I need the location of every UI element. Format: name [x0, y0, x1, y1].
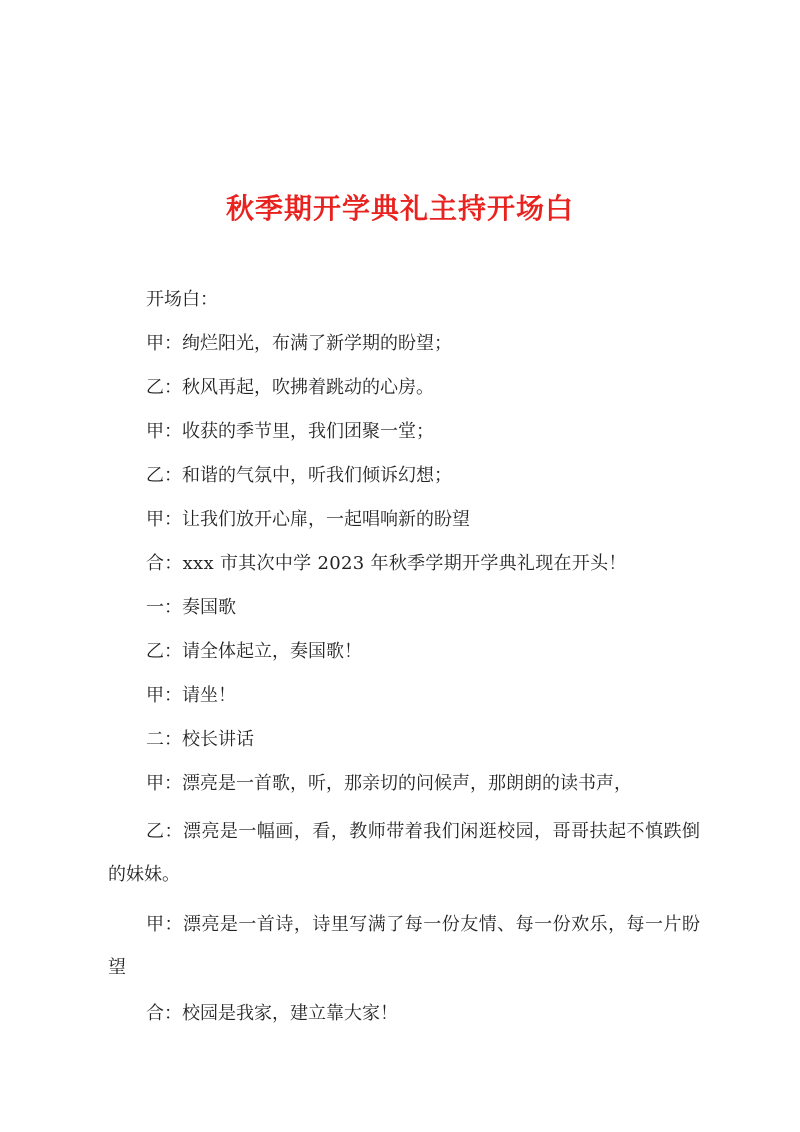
paragraph: 乙：漂亮是一幅画，看，教师带着我们闲逛校园，哥哥扶起不慎跌倒的妹妹。	[108, 821, 700, 885]
paragraph: 甲：收获的季节里，我们团聚一堂；	[146, 421, 434, 442]
paragraph: 乙：请全体起立，奏国歌！	[146, 641, 362, 662]
document-body	[108, 282, 700, 1040]
paragraph: 合：xxx 市其次中学 2023 年秋季学期开学典礼现在开头！	[146, 553, 627, 574]
paragraph: 甲：让我们放开心扉，一起唱响新的盼望	[146, 509, 470, 530]
paragraph: 乙：和谐的气氛中，听我们倾诉幻想；	[146, 465, 452, 486]
paragraph: 甲：绚烂阳光，布满了新学期的盼望；	[146, 333, 452, 354]
paragraph: 乙：秋风再起，吹拂着跳动的心房。	[146, 377, 434, 398]
paragraph: 合：校园是我家，建立靠大家！	[146, 1003, 398, 1024]
paragraph: 甲：请坐！	[146, 685, 236, 706]
paragraph: 甲：漂亮是一首诗，诗里写满了每一份友情、每一份欢乐，每一片盼望	[108, 914, 700, 978]
document-title: 秋季期开学典礼主持开场白	[225, 191, 574, 225]
paragraph: 甲：漂亮是一首歌，听，那亲切的问候声，那朗朗的读书声，	[146, 773, 632, 794]
paragraph: 开场白：	[146, 289, 218, 310]
paragraph: 二：校长讲话	[146, 729, 254, 750]
paragraph: 一：奏国歌	[146, 597, 236, 618]
